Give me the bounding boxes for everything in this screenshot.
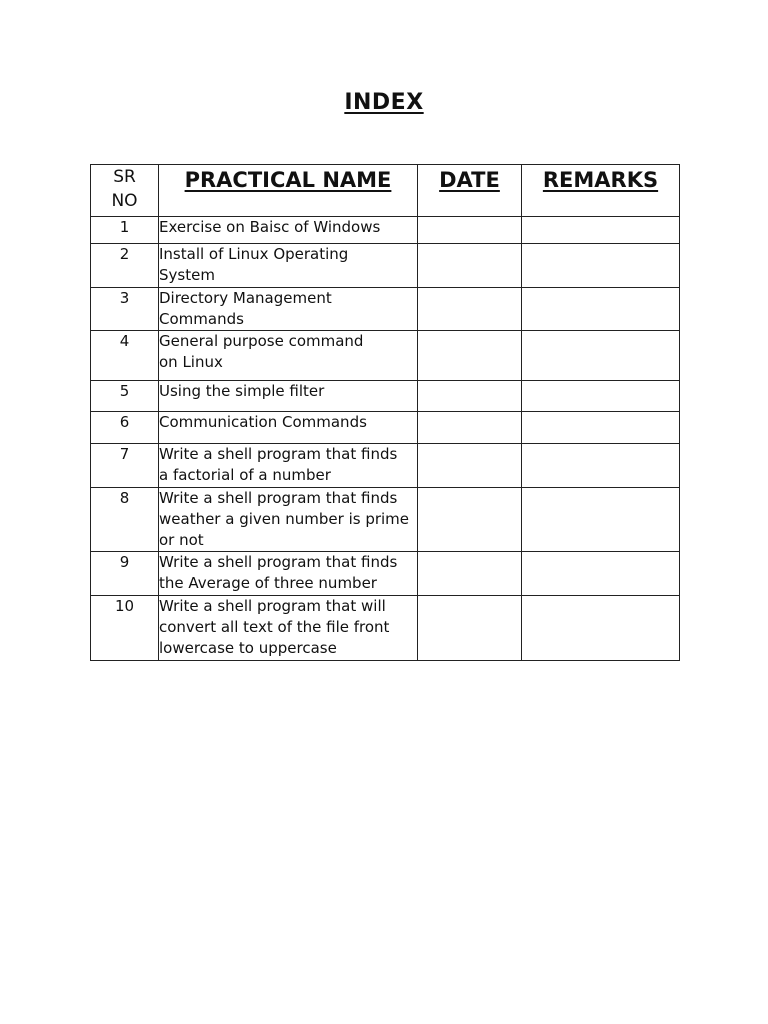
sr-no-cell: 5	[91, 381, 159, 412]
date-cell	[418, 596, 522, 661]
table-row	[91, 412, 680, 444]
practical-name-line: Using the simple filter	[159, 382, 325, 400]
date-cell	[418, 244, 522, 288]
sr-no-cell: 3	[91, 288, 159, 331]
practical-name-line: Install of Linux Operating	[159, 245, 349, 263]
practical-name-cell	[159, 331, 418, 381]
header-remarks-label: REMARKS	[542, 168, 659, 192]
remarks-cell	[522, 488, 680, 552]
remarks-cell	[522, 552, 680, 596]
practical-name-cell	[159, 412, 418, 444]
practical-name-line: lowercase to uppercase	[159, 639, 337, 657]
practical-name-line: Write a shell program that finds	[159, 553, 398, 571]
header-sr-line1: SR	[113, 167, 136, 187]
table-row	[91, 331, 680, 381]
date-cell	[418, 331, 522, 381]
practical-name-line: a factorial of a number	[159, 466, 331, 484]
header-practical-name	[159, 165, 418, 217]
date-cell	[418, 217, 522, 244]
table-row	[91, 381, 680, 412]
remarks-cell	[522, 444, 680, 488]
header-date	[418, 165, 522, 217]
practical-name-cell	[159, 217, 418, 244]
sr-no-cell: 1	[91, 217, 159, 244]
practical-name-cell	[159, 488, 418, 552]
date-cell	[418, 288, 522, 331]
remarks-cell	[522, 217, 680, 244]
practical-name-line: the Average of three number	[159, 574, 377, 592]
header-sr-line2: NO	[111, 191, 138, 211]
date-cell	[418, 381, 522, 412]
header-sr-no	[91, 165, 159, 217]
header-practical-name-label: PRACTICAL NAME	[184, 168, 392, 192]
practical-name-line: weather a given number is prime	[159, 510, 410, 528]
practical-name-line: convert all text of the file front	[159, 618, 390, 636]
page-title: INDEX	[344, 90, 424, 115]
practical-name-cell	[159, 596, 418, 661]
header-date-label: DATE	[439, 168, 500, 192]
remarks-cell	[522, 596, 680, 661]
table-row	[91, 488, 680, 552]
header-remarks	[522, 165, 680, 217]
practical-name-line: Write a shell program that finds	[159, 489, 398, 507]
date-cell	[418, 444, 522, 488]
date-cell	[418, 552, 522, 596]
remarks-cell	[522, 244, 680, 288]
table-row	[91, 244, 680, 288]
sr-no-cell: 6	[91, 412, 159, 444]
remarks-cell	[522, 381, 680, 412]
table-row	[91, 288, 680, 331]
practical-name-line: or not	[159, 531, 204, 549]
practical-name-cell	[159, 444, 418, 488]
date-cell	[418, 488, 522, 552]
practical-name-line: Write a shell program that finds	[159, 445, 398, 463]
table-header-row	[91, 165, 680, 217]
practical-name-line: Directory Management	[159, 289, 332, 307]
sr-no-cell: 8	[91, 488, 159, 552]
practical-name-cell	[159, 244, 418, 288]
practical-name-line: General purpose command	[159, 332, 364, 350]
remarks-cell	[522, 331, 680, 381]
table-body	[91, 217, 680, 661]
table-row	[91, 444, 680, 488]
practical-name-line: on Linux	[159, 353, 223, 371]
sr-no-cell: 9	[91, 552, 159, 596]
practical-name-line: Exercise on Baisc of Windows	[159, 218, 381, 236]
practical-name-line: System	[159, 266, 215, 284]
remarks-cell	[522, 288, 680, 331]
sr-no-cell: 10	[91, 596, 159, 661]
sr-no-cell: 2	[91, 244, 159, 288]
practical-name-cell	[159, 288, 418, 331]
practical-name-cell	[159, 381, 418, 412]
index-table	[90, 164, 680, 661]
practical-name-cell	[159, 552, 418, 596]
table-row	[91, 596, 680, 661]
sr-no-cell: 4	[91, 331, 159, 381]
practical-name-line: Communication Commands	[159, 413, 367, 431]
date-cell	[418, 412, 522, 444]
remarks-cell	[522, 412, 680, 444]
practical-name-line: Commands	[159, 310, 244, 328]
sr-no-cell: 7	[91, 444, 159, 488]
table-row	[91, 552, 680, 596]
table-row	[91, 217, 680, 244]
practical-name-line: Write a shell program that will	[159, 597, 386, 615]
